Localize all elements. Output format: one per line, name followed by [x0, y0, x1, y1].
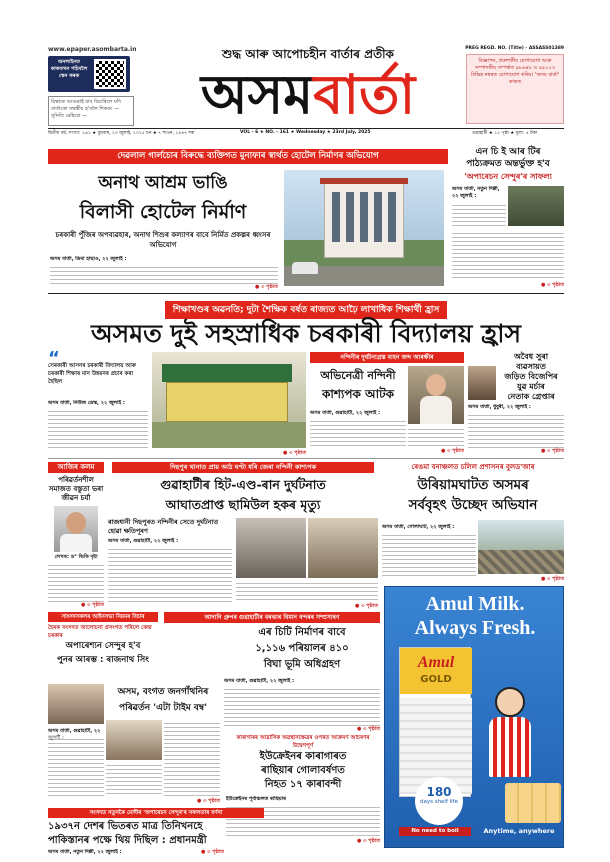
orphanage-headline-2: বিলাসী হোটেল নিৰ্মাণ — [79, 201, 247, 223]
ncert-byline: অসম বাৰ্তা, নতুন দিল্লী, ২২ জুলাই : — [452, 186, 500, 199]
logo — [168, 60, 448, 128]
section-rule-1 — [48, 293, 564, 294]
sindoor-sub: হৈৰক সংসদত আলোচনা প্ৰসংগত পৰিলে কেন্দ্ৰ চৰকাৰ — [48, 625, 152, 639]
hitrun-body — [108, 546, 232, 602]
airport-headline-1: এৰ চিটি নিৰ্মাণৰ বাবে — [258, 627, 346, 638]
census-byline: অসম বাৰ্তা, গুৱাহাটী, ২২ — [48, 728, 101, 734]
census-continue[interactable]: ● ৩ পৃষ্ঠাত — [197, 798, 220, 804]
ncert-continue[interactable]: ● ৩ পৃষ্ঠাত — [541, 282, 564, 288]
ad-line-2: Always Fresh. — [414, 617, 536, 639]
main-headline[interactable]: অসমত দুই সহস্ৰাধিক চৰকাৰী বিদ্যালয় হ্ৰাস — [91, 319, 521, 348]
nandini-byline: অসম বাৰ্তা, গুৱাহাটী, ২২ জুলাই : — [310, 410, 381, 416]
column-author: লেখক: ড° ভিকি দৃষ্টা — [54, 554, 98, 560]
eviction-rubble — [478, 550, 564, 574]
bjp-body — [468, 412, 564, 448]
census-photo-2 — [106, 720, 162, 760]
eviction-kicker: ৰেঙমা বনাঞ্চলত চলিল প্ৰশাসনৰ বুলড'জাৰ — [411, 463, 535, 471]
tagline: শুদ্ধ আৰু আপোচহীন বাৰ্তাৰ প্ৰতীক — [222, 47, 394, 61]
hotel-windows — [332, 192, 396, 242]
ncert-body — [452, 202, 506, 228]
banner-education[interactable] — [48, 297, 564, 315]
section-rule-2 — [48, 458, 564, 459]
qr-caption: অনলাইনত কাকতখন পঢ়িবলৈ স্কেন কৰক — [50, 59, 88, 79]
airport-kicker: আদানি গ্ৰুপৰ গুৱাহাটীৰ বৰঝাৰ বিমান বন্দৰৰ সম্প্ৰসাৰণ — [164, 612, 380, 623]
ukraine-headline-2: ৰাছিয়াৰ গোলাবৰ্ষণত — [261, 765, 345, 776]
bjp-headline-1: অবৈধ সুৰা — [513, 352, 549, 361]
sindoor-headline-2: পুনৰ আৰম্ভ : ৰাজনাথ সিং — [57, 655, 149, 665]
ad-brand-2: GOLD — [420, 674, 452, 685]
author-body — [60, 534, 92, 552]
hitrun-photo-2 — [308, 518, 378, 578]
education-banner-text: শিক্ষাখণ্ডৰ অৱনতি; দুটা শৈক্ষিক বৰ্ষত ৰাজ্যত আঢ়ৈ লাখাধিক শিক্ষাৰ্থী হ্ৰাস — [165, 301, 448, 319]
story-column[interactable] — [48, 460, 104, 610]
ad-no-boil: No need to boil — [399, 827, 471, 836]
census-body-2 — [106, 762, 162, 796]
hotel-car — [292, 262, 318, 274]
bjp-byline: অসম বাৰ্তা, ধুবুৰী, ২২ জুলাই : — [468, 404, 531, 410]
ncert-body-2 — [452, 230, 564, 280]
dateline-right: গুৱাহাটী ★ ১২ পৃষ্ঠা ★ মূল্য: ৫ টকা — [472, 131, 538, 136]
story-bjp[interactable] — [468, 350, 564, 456]
column-author-photo — [54, 506, 98, 552]
hitrun-sub: ৰাজধানী দিছপুৰত নন্দিনীৰ সেতে দুৰ্ঘটনাত হোৱা ক্ষতিপূৰণ — [108, 518, 219, 535]
hitrun-headline-1: গুৱাহাটীৰ হিট-এণ্ড-ৰান দুৰ্ঘটনাত — [160, 477, 326, 492]
airport-byline: অসম বাৰ্তা, গুৱাহাটী, ২২ জুলাই : — [224, 678, 295, 684]
airport-headline-2: ১,১১৬ পৰিয়ালৰ ৪১০ — [255, 643, 349, 654]
modi-continue[interactable]: ● ৩ পৃষ্ঠাত — [201, 849, 224, 855]
airport-headline-3: বিঘা ভূমি অধিগ্ৰহণ — [263, 659, 341, 670]
modi-headline-2: পাকিস্তানৰ পক্ষে থিয় দিছিল : প্ৰধানমন্ত্ৰী — [48, 835, 207, 846]
column-continue[interactable]: ● ৩ পৃষ্ঠাত — [81, 602, 104, 608]
quote-mark-icon: “ — [48, 348, 60, 369]
census-body — [48, 736, 104, 796]
nandini-body-text — [310, 418, 406, 448]
ukraine-kicker: কাৰাগাৰৰ আৱাসিক অৱস্থানক্ষেত্ৰৰ ওপৰত আক্ৰমণ আচৰণৰ উদ্বেগপূৰ্ণ — [236, 735, 370, 749]
modi-byline: অসম বাৰ্তা, নতুন দিল্লী, ২২ জুলাই : — [48, 849, 122, 855]
column-body — [48, 562, 104, 602]
hitrun-continue[interactable]: ● ৩ পৃষ্ঠাত — [355, 603, 378, 609]
ukraine-byline: ইউক্ৰেইনৰ পূৰ্বাঞ্চলত ৰাছিয়াৰ — [226, 796, 286, 802]
logo-black: অসম — [200, 62, 314, 126]
eviction-byline: অসম বাৰ্তা, গোলাঘাট, ২২ জুলাই : — [382, 524, 455, 530]
amul-girl-face — [495, 687, 525, 717]
amul-advertisement[interactable] — [384, 586, 564, 848]
census-headline-2: পৰিৱৰ্তন 'এটা টাইম বম্ব' — [119, 703, 207, 713]
eviction-photo — [478, 520, 564, 574]
orphanage-body — [50, 264, 278, 284]
school-roof — [162, 364, 292, 382]
story-eviction[interactable] — [382, 460, 564, 584]
column-headline: পৰিৱৰ্তনশীল সমাজত বস্তুতা ভৰা জীৱন চৰ্যা — [48, 476, 104, 502]
qr-code-icon — [94, 59, 126, 89]
school-photo — [152, 352, 306, 448]
ad-badge-number: 180 — [426, 785, 452, 799]
ncert-headline-3: 'অপাৰেচন সেন্দুৰ'ৰ সাফল্য — [464, 172, 552, 181]
ad-shelf-badge — [415, 777, 463, 825]
eviction-continue[interactable]: ● ৩ পৃষ্ঠাত — [541, 576, 564, 582]
airport-continue[interactable]: ● ৩ পৃষ্ঠাত — [357, 726, 380, 732]
story-census[interactable] — [48, 684, 220, 808]
hotel-roof — [320, 178, 408, 184]
header-quote: চিন্তাৰে আগুৱাই যাব বিচাৰিলে যদি বাৰ্তাকো সম্বন্ধীয় হ'বলৈ শিকক। — সুনিতি মেহিরো — — [48, 96, 134, 126]
registration-number: PREG REGD. NO. (Title) - ASSASS01389 — [465, 46, 564, 51]
story-modi[interactable] — [48, 808, 380, 858]
hitrun-byline: অসম বাৰ্তা, গুৱাহাটী, ২২ জুলাই : — [108, 538, 179, 544]
ad-badge-text: days shelf life — [419, 799, 459, 805]
orphanage-byline: অসম বাৰ্তা, ডিমা হাছাও, ২২ জুলাই : — [50, 256, 127, 262]
modi-headline-1: ১৯৩৭ন দেশৰ ভিতৰত মাত্ৰ তিনিখনহে — [48, 821, 203, 832]
school-quote: সেৰকাৰী আসনৰ চৰকাৰী বিদ্যালয় আৰু চৰকাৰী শিক্ষাৰ মান উন্নয়নৰ প্ৰচাৰ কৰা হৈছিল — [48, 363, 136, 385]
ad-anytime: Anytime, anywhere — [483, 827, 555, 835]
sindoor-kicker: সাংসদসকলৰ আইনসভা নিয়মৰ বিচাৰ — [48, 612, 158, 622]
qr-box[interactable] — [48, 56, 130, 92]
column-tag: আজিৰ কলম — [48, 462, 104, 473]
story-school[interactable] — [48, 350, 306, 456]
ad-brand: Amul — [417, 654, 455, 671]
nandini-headline-1: অভিনেত্ৰী নন্দিনী — [320, 369, 396, 382]
school-continue[interactable]: ● ৩ পৃষ্ঠাত — [283, 450, 306, 456]
ad-milk-pack — [399, 647, 471, 797]
story-ncert[interactable] — [452, 146, 564, 290]
banner-hotel[interactable]: দেৱলাল গাৰ্লচোৰ বিৰুদ্ধে ব্যক্তিগত মুনাফাৰ স্বাৰ্থত হোটেল নিৰ্মাণৰ অভিযোগ — [48, 149, 448, 164]
eviction-headline-1: উৰিয়ামঘাটত অসমৰ — [417, 477, 529, 493]
ad-sweets — [505, 783, 561, 823]
eviction-body — [382, 532, 476, 576]
bjp-headline-2: ব্যৱসায়ত — [516, 362, 546, 371]
author-face — [66, 512, 86, 534]
masthead — [0, 0, 610, 135]
story-nandini[interactable] — [310, 350, 464, 456]
ukraine-continue[interactable]: ● ৩ পৃষ্ঠাত — [357, 838, 380, 844]
dateline-rule-top — [48, 128, 564, 129]
nandini-kicker: নন্দিনীৰ দুৰ্ঘটনাগ্ৰস্ত বাহন জব্দ আৰক্ষীৰ — [310, 352, 464, 363]
bjp-photo — [468, 366, 496, 400]
school-ground — [152, 422, 306, 448]
story-hitrun[interactable] — [108, 460, 378, 610]
nandini-face — [426, 374, 446, 396]
ukraine-headline-3: নিহত ১৭ কাৰাবন্দী — [264, 779, 342, 790]
orphanage-continue[interactable]: ● ৩ পৃষ্ঠাত — [255, 284, 278, 290]
dateline-left: দ্বিতীয় বৰ্ষ, সংখ্যা: ১৬১ ★ বুধবাৰ, ২৩ জুলাই, ২০২৫ চন ★ ৭ শাওন, ১৪৪৭ শক — [48, 131, 195, 136]
hotel-photo — [284, 170, 444, 286]
census-headline-1: অসম, বংগত জনগাঁথনিৰ — [117, 687, 209, 697]
census-photo — [48, 684, 104, 724]
ad-line-1: Amul Milk. — [425, 593, 525, 615]
orphanage-headline-1: অনাথ আশ্ৰম ভাঙি — [98, 173, 228, 193]
orphanage-sub: চৰকাৰী পুঁজিৰ অপব্যৱহাৰ, অনাথ শিশুৰ কল্যাণৰ বাবে নিৰ্মিত প্ৰকল্পৰ ধ্বংসৰ অভিযোগ — [55, 231, 271, 249]
hitrun-photo-1 — [236, 518, 306, 578]
school-wall — [166, 382, 288, 422]
nandini-photo — [408, 366, 464, 424]
ncert-headline-2: পাঠ্যক্ৰমত অন্তৰ্ভুক্ত হ'ব — [466, 159, 550, 169]
hitrun-kicker: দিছপুৰ থানাত প্ৰায় আঠ ঘণ্টা ধৰি জেৰা নন্দিনী কাশ্যপক — [112, 462, 374, 473]
eviction-headline-2: সৰ্ববৃহৎ উচ্ছেদ অভিযান — [408, 497, 538, 513]
sindoor-headline-1: অপাৰেশ্যন সেন্দুৰ হ'ব — [65, 641, 141, 651]
ukraine-headline-1: ইউক্ৰেইনৰ কাৰাগাৰত — [259, 751, 347, 762]
nandini-continue[interactable]: ● ৩ পৃষ্ঠাত — [441, 448, 464, 454]
nandini-headline-2: কাশ্যপক আটক — [321, 387, 395, 401]
ncert-photo — [508, 186, 564, 226]
website-url[interactable]: www.epaper.asombarta.in — [48, 46, 137, 53]
school-byline: অসম বাৰ্তা, নিউজ ডেস্ক, ২২ জুলাই : — [48, 400, 125, 406]
hitrun-headline-2: আঘাতপ্ৰাপ্ত ছামিউল হকৰ মৃত্যু — [165, 497, 321, 512]
bjp-continue[interactable]: ● ৩ পৃষ্ঠাত — [541, 448, 564, 454]
airport-body — [224, 686, 380, 726]
bjp-headline-5: নেতাক গ্ৰেপ্তাৰ — [507, 392, 555, 401]
nandini-body-text-2 — [408, 426, 464, 448]
nandini-body — [420, 396, 452, 424]
amul-girl-dress — [489, 717, 531, 777]
school-body — [48, 408, 148, 448]
contact-box: বিজ্ঞাপন, প্ৰকাশকীয় যোগাযোগ আৰু সম্পাদকীয় সম্পৰ্কত ৯৮৬৪৮ ও ৯৫০০৩ বিভিন্ন নম্বৰত যোগাযোগ কৰিব। 'অসম বাৰ্তা' কাকত — [466, 54, 564, 124]
census-body-3 — [164, 720, 220, 796]
hitrun-body-2 — [236, 580, 378, 602]
dateline-mid: VOL - 6 ★ NO. - 161 ★ Wednesday ★ 23rd July, 2025 — [240, 130, 371, 135]
story-orphanage[interactable] — [48, 168, 446, 290]
ad-amul-girl — [481, 677, 537, 787]
logo-red: বাৰ্তা — [313, 62, 416, 126]
ncert-headline-1: এন চি ই আৰ টিৰ — [475, 147, 541, 157]
bjp-headline-3: জড়িত বিজেপিৰ — [504, 372, 558, 381]
bjp-headline-4: যুৱ মৰ্চাৰ — [517, 382, 545, 391]
modi-kicker: সংসদত নতুনকৈ মোদীৰ 'অপাৰেচন সেন্দুৰ'ৰ সফলতাৰ বৰ্ণনা — [48, 808, 264, 818]
